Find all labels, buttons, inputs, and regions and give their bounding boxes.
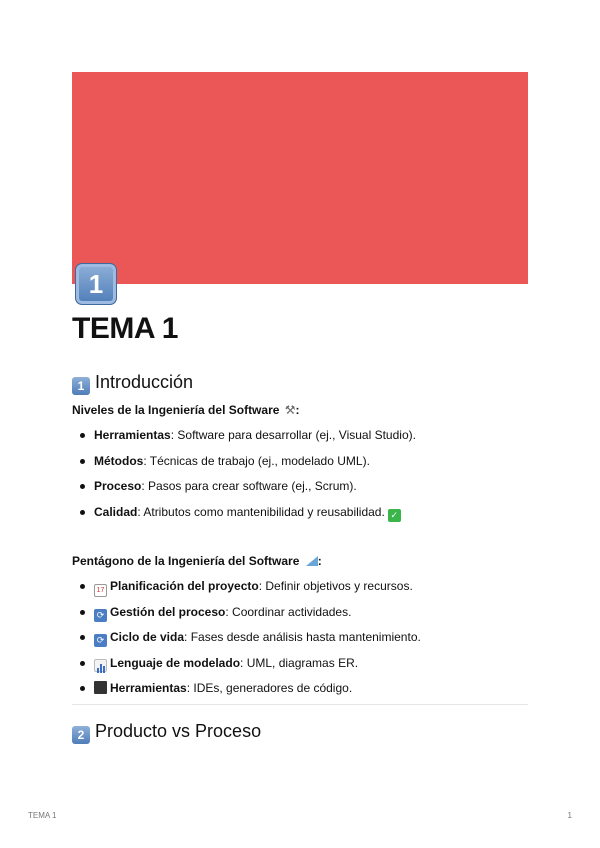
desktop-computer-icon bbox=[94, 681, 107, 694]
list-item: Lenguaje de modelado: UML, diagramas ER. bbox=[72, 655, 528, 681]
divider bbox=[72, 704, 528, 705]
heading-producto-vs-proceso bbox=[72, 721, 261, 744]
cycle-icon: ⟳ bbox=[94, 634, 107, 647]
heading-text: Producto vs Proceso bbox=[95, 721, 262, 741]
hammer-wrench-icon: ⚒ bbox=[284, 403, 296, 417]
page-title: TEMA 1 bbox=[72, 312, 178, 345]
levels-list bbox=[72, 427, 528, 529]
bar-chart-icon bbox=[94, 659, 107, 672]
keycap-one-icon: 1 bbox=[72, 377, 90, 395]
heading-introduccion bbox=[72, 372, 193, 395]
list-item: 17 Planificación del proyecto: Definir objetivos y recursos. bbox=[72, 578, 528, 604]
list-item: Proceso: Pasos para crear software (ej., Scrum). bbox=[72, 478, 528, 504]
pentagon-label: Pentágono de la Ingeniería del Software : bbox=[72, 554, 322, 568]
check-icon: ✓ bbox=[388, 509, 401, 522]
keycap-two-icon: 2 bbox=[72, 726, 90, 744]
list-item: ⟳ Gestión del proceso: Coordinar actividades. bbox=[72, 604, 528, 630]
list-item: Métodos: Técnicas de trabajo (ej., modelado UML). bbox=[72, 453, 528, 479]
cycle-icon: ⟳ bbox=[94, 609, 107, 622]
triangular-ruler-icon bbox=[306, 556, 318, 566]
list-item: Herramientas: Software para desarrollar (ej., Visual Studio). bbox=[72, 427, 528, 453]
heading-text: Introducción bbox=[95, 372, 194, 392]
pentagon-list bbox=[72, 578, 528, 706]
list-item: Calidad: Atributos como mantenibilidad y reusabilidad. ✓ bbox=[72, 504, 528, 530]
page-cover bbox=[72, 72, 528, 284]
keycap-one-icon: 1 bbox=[75, 263, 117, 305]
list-item: ⟳ Ciclo de vida: Fases desde análisis hasta mantenimiento. bbox=[72, 629, 528, 655]
levels-label: Niveles de la Ingeniería del Software ⚒: bbox=[72, 403, 300, 417]
page-number: 1 bbox=[567, 811, 572, 820]
list-item: Herramientas: IDEs, generadores de código. bbox=[72, 680, 528, 706]
footer-title: TEMA 1 bbox=[28, 811, 57, 820]
calendar-icon: 17 bbox=[94, 584, 107, 597]
